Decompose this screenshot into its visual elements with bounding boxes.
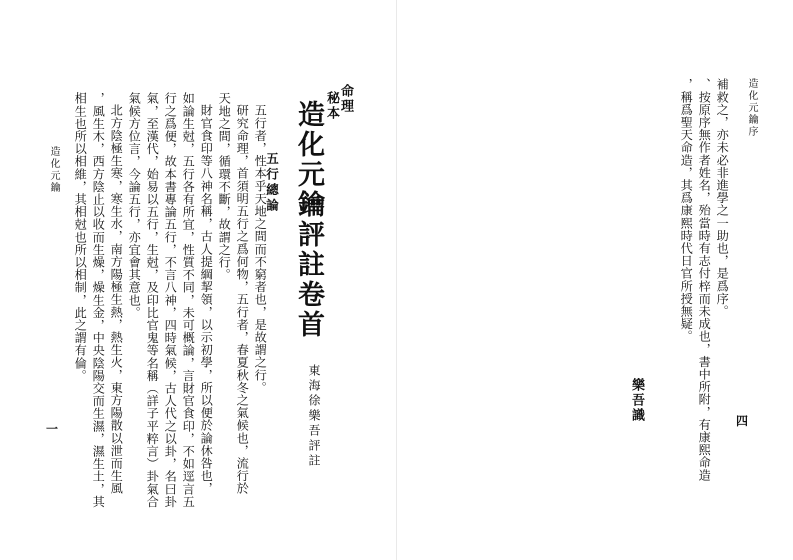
text-line: ，風生木，西方陰止以收而生燥，燥生金，中央陰陽交而生濕，濕生土，其 [91,92,106,508]
text-line: 如論生尅，五行各有所宜，性質不同，未可概論，言財官食印，不如逕言五 [181,92,196,508]
left-page [0,0,396,560]
text-line: 補救之，亦未必非進學之一助也，是爲序。 [715,78,730,318]
volume-title: 造化元鑰評註卷首 [293,100,324,340]
text-line: 行之爲便，故本書專論五行，不言八神，四時氣候，古人代之以卦，名曰卦 [163,92,178,508]
series-label-top: 命理 [338,84,353,114]
text-line: 相生也所以相維，其相尅也所以相制，此之謂有倫。 [73,92,88,382]
text-line: 北方陰極生寒，寒生水，南方陽極生熱，熱生火，東方陽散以泄而生風 [109,104,124,495]
author-line: 東海徐樂吾評註 [307,364,321,469]
text-line: 氣，至漢代，始易以五行，生尅，及印比官鬼等名稱（詳子平粹言）卦氣合 [145,92,160,508]
running-header: 造化元鑰序 [746,78,757,138]
text-line: 財官食印等八神名稱，古人提綱挈領，以示初學，所以便於論休咎也， [199,104,214,495]
text-line: 、按原序無作者姓名，殆當時有志付梓而未成也，書中所附，有康熙命造 [697,78,712,482]
text-line: 五行者，性本乎天地之間而不窮者也，是故謂之行。 [253,104,268,394]
text-line: 天地之間，循環不斷，故謂之行。 [217,92,232,281]
right-page [397,0,793,560]
text-line: 研究命理，首須明五行之爲何物，五行者，春夏秋冬之氣候也，流行於 [235,104,250,495]
text-line: ，稱爲聖天命造，其爲康熙時代日官所授無疑。 [679,78,694,343]
page-number: 四 [736,414,749,428]
running-footer: 造化元鑰 [48,146,59,194]
signature: 樂吾識 [629,378,644,423]
text-line: 氣候方位言，今論五行，亦宜會其意也。 [127,92,142,319]
page-number: 一 [46,422,59,436]
series-label-bottom: 秘本 [324,91,339,121]
section-title: 五行總論 [264,152,280,214]
